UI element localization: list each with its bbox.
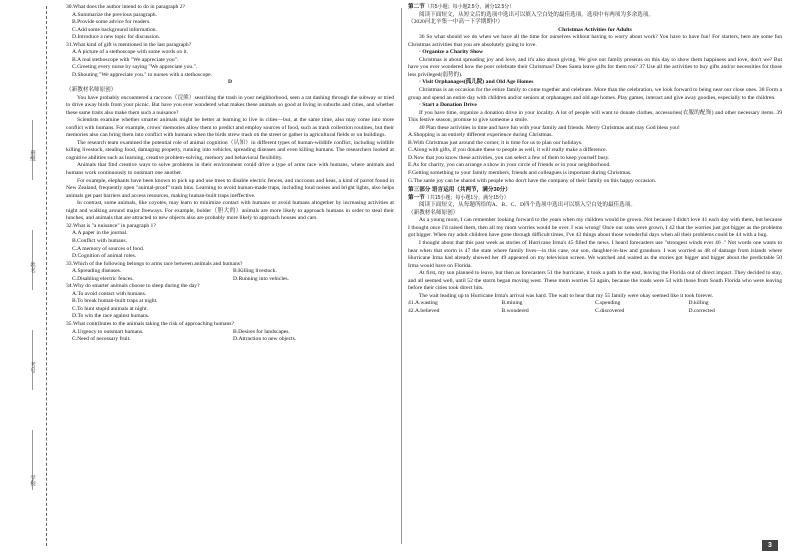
option: C.Need of necessary fruit.	[72, 336, 131, 343]
option: D.corrected	[688, 307, 715, 314]
left-column	[66, 4, 394, 344]
option: D.To win the race against humans.	[72, 313, 150, 320]
question-33: 33.Which of the following belongs to arms race between animals and humans?	[66, 260, 243, 267]
passage-title: Christmas Activities for Adults	[558, 26, 632, 33]
cut-line	[46, 6, 47, 546]
subheading: · Visit Orphanages(孤儿院) and Old Age Homes	[419, 79, 534, 86]
binding-margin	[0, 0, 58, 552]
option: B.To break human-built traps at night.	[72, 298, 158, 305]
option: C.Disabling electric fences.	[72, 275, 134, 282]
option: C.spending	[595, 300, 621, 307]
gutter-label-id: 考号	[29, 362, 35, 373]
subheading: · Start a Donation Drive	[419, 102, 477, 109]
option: C.A memory of sources of food.	[72, 245, 145, 252]
option: B.Provide some advice for readers.	[72, 19, 151, 26]
options-row	[66, 268, 394, 276]
option: A.To avoid contact with humans.	[72, 290, 147, 297]
option: D.Attraction to new objects.	[233, 336, 297, 343]
option: C.Along with gifts, if you donate these to people as well, it will really make a difference.	[408, 147, 608, 154]
passage-paragraph: At first, my son planned to leave, but then as forecasters 51 the hurricane, it took a path to the east, leaving the Florida out of direct impact. They decided to stay, and all seemed well, until 52 the storm began moving west. These mom worries 53 again, because the roads were 54 with those from South Florida who were leaving before their cities took direct hits.	[408, 270, 782, 292]
passage-paragraph: I thought about that this past week as stories of Hurricane Irma's 45 filled the news. I heard forecasters use "strongest winds ever 46 ." Not words one wants to hear when that storm is 47 the state where family lives—in this case, our son, daughter-in-law and grandson. I was worried as 48 of damage from islands where Hurricane Irma had already showed her 49 appeared on my television screen. We watched and waited as the stories got bigger and bigger about the predictable 50 Irma would have on Florida.	[408, 239, 782, 269]
options-row	[408, 300, 782, 308]
options-row	[66, 329, 394, 337]
passage-paragraph: 40 Plan these activities in time and have fun with your family and friends. Merry Christmas and may God bless you!	[419, 124, 680, 131]
section-note: （共15小题；每小题1分，满分15分）	[424, 194, 509, 201]
passage-d-heading: D	[227, 79, 233, 86]
passage-paragraph: As a young mom, I can remember looking forward to the years when my children would be grown. Not because I didn't love 41 each day with them, but because I thought once I'd raised them, then all my mom worries would be over. I was wrong! Once our sons were grown, I 42 that the worries just got bigger as the problems got bigger. When my adult children have gone through difficult times, I've 43 things about those wonderful days when all their problems could be 44 with a hug.	[408, 217, 782, 239]
source-note: （2020河北辛集一中高一下学期期中）	[408, 19, 504, 26]
option: A.A picture of a stethoscope with some words on it.	[72, 49, 189, 56]
section-note: （共5小题；每小题2.5分，满分12.5分）	[424, 4, 515, 10]
passage-paragraph: In contrast, some animals, like coyotes, may learn to minimize contact with humans or avoid humans altogether by increasing activities at night and walking around major freeways. For example, bolder（胆大的）animals are more likely to approach humans in order to steal their lunches, and animals that are attracted to new objects also are probably more likely to approach houses and cars.	[66, 200, 394, 222]
part-title: 第三部分 语言运用（共两节，满分30分）	[408, 187, 511, 194]
passage-paragraph: The research team examined the potential role of animal cognition（认知）in different types of human-wildlife conflict, including wildlife killing livestock, stealing food, damaging property, running into vehicles, spreading diseases and even killing humans. The researchers looked at cognitive abilities such as learning, creative problem-solving, memory and behavioral flexibility.	[66, 139, 394, 161]
option: D.Shouting "We appreciate you." to nurses with a stethoscope.	[72, 71, 213, 78]
gutter-label-school: 学校	[29, 475, 35, 486]
passage-paragraph: If you have time, organize a donation drive in your locality. A lot of people will want to donate clothes, accessories(衣服的配饰) and other necessary items. 39 This festive season, promise to give someone a smile.	[408, 109, 782, 124]
option: A.Urgency to outsmart humans.	[72, 328, 144, 335]
option: B.Killing livestock.	[233, 268, 277, 275]
option: A.A paper in the journal.	[72, 230, 128, 237]
option: B.Desires for landscapes.	[233, 328, 290, 335]
column-divider	[401, 8, 402, 544]
option: B.With Christmas just around the corner, it is time for us to plan our holidays.	[408, 139, 583, 146]
option: 41.A.wasting	[408, 300, 438, 307]
option: G.The same joy can be shared with people who don't have the company of their family on this happy occasion.	[408, 177, 657, 184]
question-30: 30.What does the author intend to do in paragraph 2?	[66, 4, 185, 10]
option: C.To hunt stupid animals at night.	[72, 305, 148, 312]
option: D.Running into vehicles.	[233, 275, 289, 282]
passage-paragraph: Christmas is about spreading joy and love, and it's also about giving. We give our family presents on this day to show them happiness and love, don't we? But have you ever wondered how the poor celebrate their Christmas? Does Santa leave gifts for them too? 37 Use all the activities to buy gifts and/or necessities for those less privileged(弱势的).	[408, 56, 782, 78]
source-note: （新教材名师原创）	[408, 209, 459, 216]
option: D.Cognition of animal roles.	[72, 253, 137, 260]
question-31: 31.What kind of gift is mentioned in the last paragraph?	[66, 41, 192, 48]
option: D.Introduce a new topic for discussion.	[72, 34, 161, 41]
right-column	[408, 4, 782, 315]
passage-paragraph: You have probably encountered a raccoon（浣熊）searching the trash in your neighborhood, seen a rat dashing through the subway or tried to drive away birds from your picnic. But have you ever wondered what makes these animals so good at living in suburbs and cities, and whether these same traits also make them such a nuisance?	[66, 94, 394, 116]
passage-paragraph: Animals that find creative ways to solve problems in their environment could drive a type of arms race with humans, where animals and humans work continuously to outsmart one another.	[66, 162, 394, 177]
passage-paragraph: The wait leading up to Hurricane Irma's arrival was hard. The wait to hear that my 55 family were okay seemed like it took forever.	[419, 292, 714, 299]
option: B.Conflict with humans.	[72, 237, 128, 244]
option: A.Spreading diseases.	[72, 268, 122, 275]
option: B.A real stethoscope with "We appreciate you".	[72, 56, 179, 63]
question-32: 32.What is "a nuisance" in paragraph 1?	[66, 222, 156, 229]
question-34: 34.Why do smarter animals choose to sleep during the day?	[66, 283, 200, 290]
gutter-label-name: 姓名	[29, 262, 35, 273]
option: C.Greeting every nurse by saying "We appreciate you.".	[72, 64, 198, 71]
options-row	[66, 336, 394, 344]
fill-line	[32, 230, 33, 290]
gutter-label-class: 班级	[29, 150, 35, 161]
passage-paragraph: Scientists examine whether smarter animals might be better at learning to live in cities—but, at the same time, also may come into more conflict with humans. For example, crows' memories allow them to predict and employ sources of food, such as trash collection routines, but their memories also can bring them into conflict with humans when the birds strew trash on the street or gather in agricultural fields or on buildings.	[66, 117, 394, 139]
option: C.discovered	[595, 307, 625, 314]
subheading: · Organize a Charity Show	[419, 49, 484, 56]
section-title: 第一节	[408, 194, 425, 201]
source-note: （新教材名师原创）	[66, 87, 117, 94]
option: D.Now that you know these activities, you can select a few of them to keep yourself busy.	[408, 154, 610, 161]
option: A.Summarize the previous paragraph.	[72, 11, 157, 18]
passage-paragraph: 36 So what should we do when we have all the time for ourselves without having to worry about work? You have to have fun! For starters, here are some fun Christmas activities that you are absolutely going to love.	[408, 34, 782, 48]
instructions: 阅读下面短文，从短文后的选项中选出可以填入空白处的最佳选项。选项中有两项为多余选项。	[419, 11, 654, 18]
page-number: 3	[762, 540, 778, 551]
option: F.Getting something to your family members, friends and colleagues is important during Christmas.	[408, 170, 632, 177]
options-row	[408, 308, 782, 316]
option: 42.A.believed	[408, 307, 440, 314]
fill-line	[32, 330, 33, 390]
option: D.killing	[688, 300, 709, 307]
passage-paragraph: Christmas is an occasion for the entire family to come together and celebrate. More than the celebration, we look forward to being near our close ones. 38 Form a group and spend an entire day with children and/or seniors at orphanages and old age homes. Play games, interact and give away goodies, especially to the children.	[408, 87, 782, 101]
instructions: 阅读下面短文，从每题所给的A、B、C、D四个选项中选出可以填入空白处的最佳选项。	[419, 202, 636, 209]
question-35: 35.What contributes to the animals taking the risk of approaching humans?	[66, 320, 234, 327]
option: B.wondered	[501, 307, 529, 314]
option: A.Shopping is an entirely different experience during Christmas.	[408, 132, 553, 139]
option: C.Add some background information.	[72, 26, 157, 33]
option: B.mining	[501, 300, 523, 307]
section-title: 第二节	[408, 4, 425, 10]
options-row	[66, 276, 394, 284]
passage-paragraph: For example, elephants have been known to pick up and use trees to disable electric fences, and raccoons and keas, a kind of parrot found in New Zealand, frequently open "animal-proof" trash bins. Learning to avoid human-made traps, including loud noises and bright lights, also helps animals get past barriers and access resources, making human-built traps ineffective.	[66, 177, 394, 199]
option: E.As for charity, you can arrange a show in your circle of friends or in your neighborhood.	[408, 162, 611, 169]
